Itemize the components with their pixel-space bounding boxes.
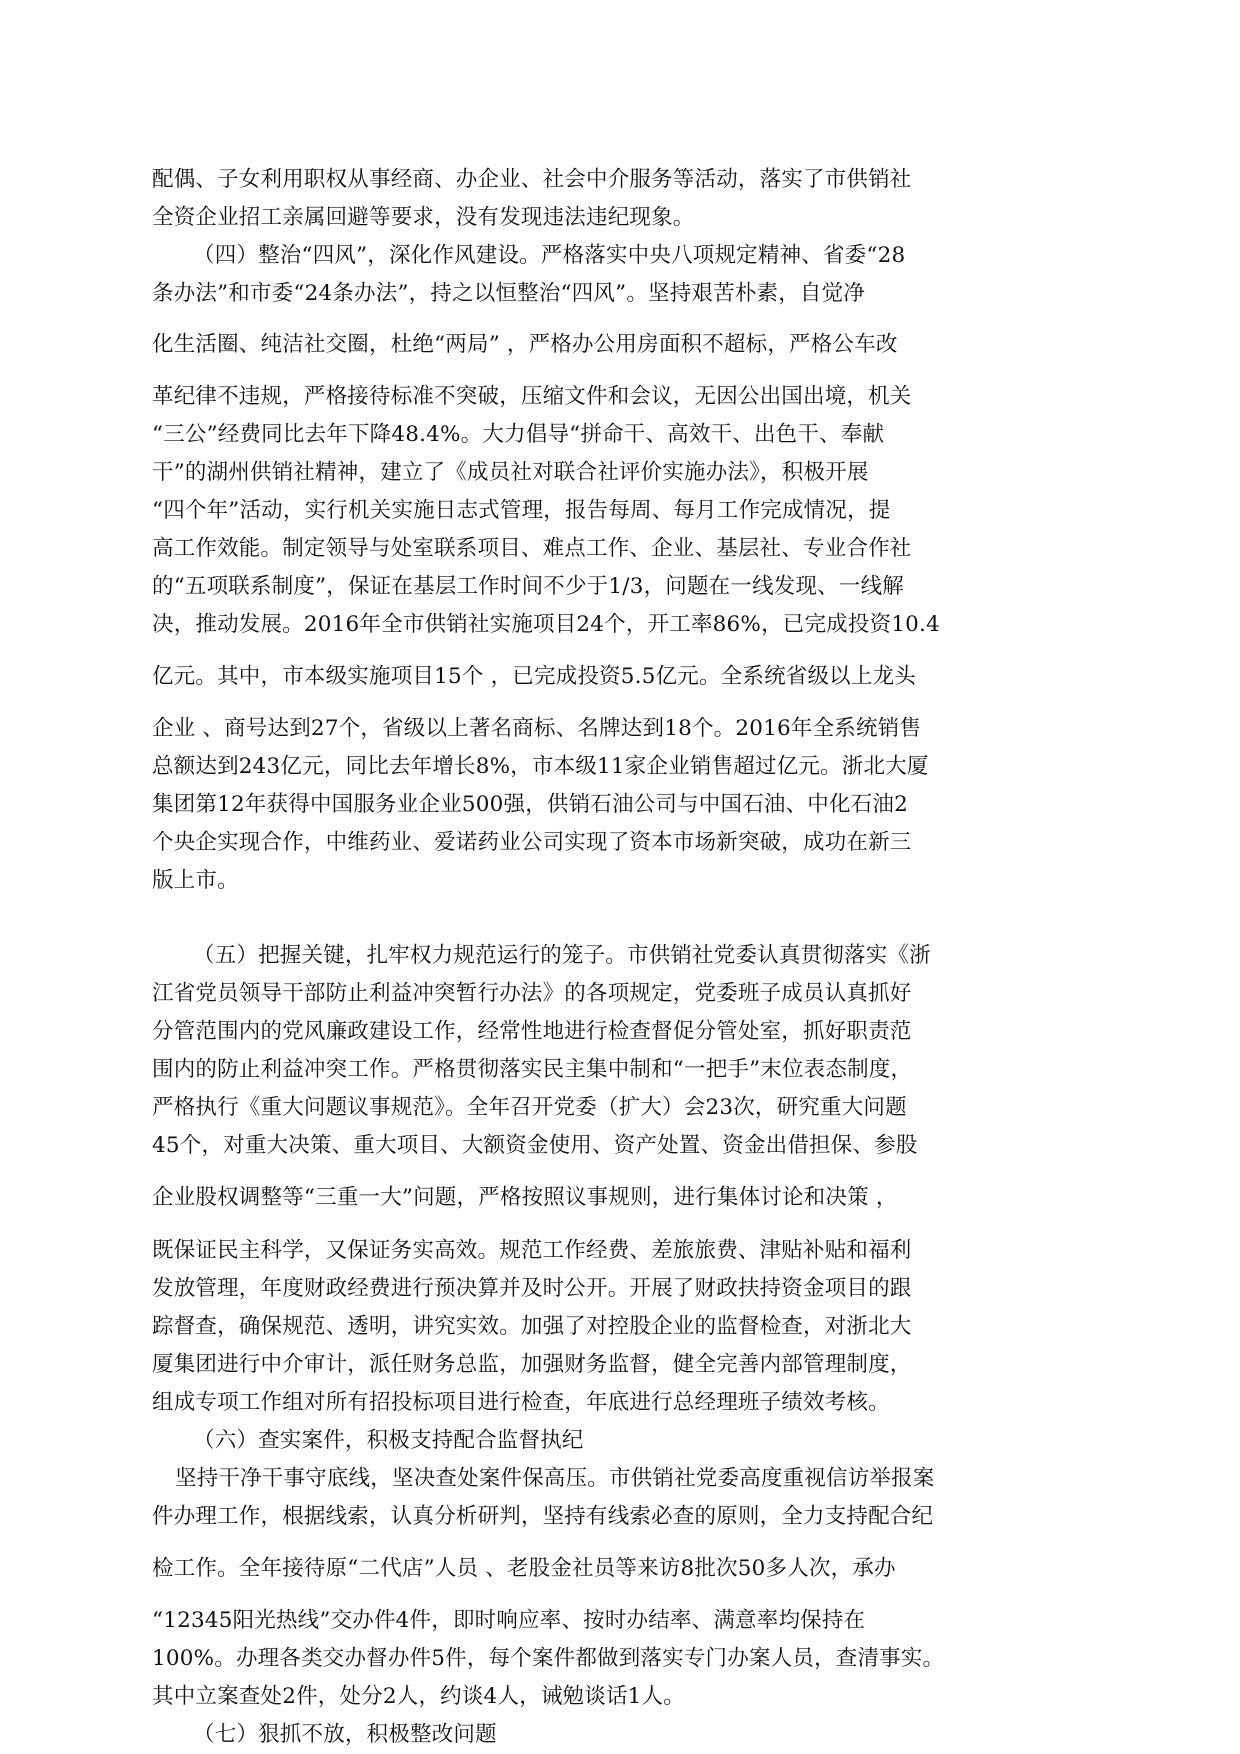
text-line: 厦集团进行中介审计，派任财务总监，加强财务监督，健全完善内部管理制度， xyxy=(152,1352,912,1377)
text-line: 严格执行《重大问题议事规范》。全年召开党委（扩大）会23次，研究重大问题 xyxy=(152,1095,907,1120)
text-line: 决，推动发展。2016年全市供销社实施项目24个，开工率86%，已完成投资10.4 xyxy=(152,612,940,637)
text-line: 发放管理，年度财政经费进行预决算并及时公开。开展了财政扶持资金项目的跟 xyxy=(152,1276,912,1301)
text-line: 检工作。全年接待原“二代店”人员 、老股金社员等来访8批次50多人次，承办 xyxy=(152,1556,896,1581)
text-line: 全资企业招工亲属回避等要求，没有发现违法违纪现象。 xyxy=(152,205,695,230)
text-line: 企业 、商号达到27个，省级以上著名商标、名牌达到18个。2016年全系统销售 xyxy=(152,716,922,741)
text-line: 干”的湖州供销社精神，建立了《成员社对联合社评价实施办法》，积极开展 xyxy=(152,460,869,485)
text-line: 总额达到243亿元，同比去年增长8%，市本级11家企业销售超过亿元。浙北大厦 xyxy=(152,754,929,779)
text-line: “三公”经费同比去年下降48.4%。大力倡导“拼命干、高效干、出色干、奉献 xyxy=(152,422,885,447)
text-line: 件办理工作，根据线索，认真分析研判，坚持有线索必查的原则，全力支持配合纪 xyxy=(152,1504,934,1529)
text-line: 亿元。其中，市本级实施项目15个 ，已完成投资5.5亿元。全系统省级以上龙头 xyxy=(152,664,916,689)
text-line: （四）整治“四风”，深化作风建设。严格落实中央八项规定精神、省委“28 xyxy=(193,243,906,268)
text-line: 化生活圈、纯洁社交圈，杜绝“两局” ，严格办公用房面积不超标，严格公车改 xyxy=(152,332,898,357)
text-line: （七）狠抓不放，积极整改问题 xyxy=(193,1722,497,1747)
text-line: 100%。办理各类交办督办件5件，每个案件都做到落实专门办案人员，查清事实。 xyxy=(152,1646,945,1671)
text-line: 45个，对重大决策、重大项目、大额资金使用、资产处置、资金出借担保、参股 xyxy=(152,1133,918,1158)
text-line: 踪督查，确保规范、透明，讲究实效。加强了对控股企业的监督检查，对浙北大 xyxy=(152,1314,912,1339)
text-line: 既保证民主科学，又保证务实高效。规范工作经费、差旅旅费、津贴补贴和福利 xyxy=(152,1238,912,1263)
text-line: 的“五项联系制度”，保证在基层工作时间不少于1/3，问题在一线发现、一线解 xyxy=(152,574,904,599)
text-line: 版上市。 xyxy=(152,868,239,893)
text-line: 坚持干净干事守底线，坚决查处案件保高压。市供销社党委高度重视信访举报案 xyxy=(175,1466,935,1491)
text-line: 分管范围内的党风廉政建设工作，经常性地进行检查督促分管处室，抓好职责范 xyxy=(152,1019,912,1044)
text-line: 江省党员领导干部防止利益冲突暂行办法》的各项规定，党委班子成员认真抓好 xyxy=(152,981,912,1006)
text-line: 集团第12年获得中国服务业企业500强，供销石油公司与中国石油、中化石油2 xyxy=(152,792,908,817)
text-line: “12345阳光热线”交办件4件，即时响应率、按时办结率、满意率均保持在 xyxy=(152,1608,866,1633)
text-line: 其中立案查处2件，处分2人，约谈4人，诫勉谈话1人。 xyxy=(152,1684,685,1709)
text-line: 围内的防止利益冲突工作。严格贯彻落实民主集中制和“一把手”末位表态制度， xyxy=(152,1057,913,1082)
text-line: 企业股权调整等“三重一大”问题，严格按照议事规则，进行集体讨论和决策 ， xyxy=(152,1185,898,1210)
text-line: 高工作效能。制定领导与处室联系项目、难点工作、企业、基层社、专业合作社 xyxy=(152,536,912,561)
text-line: 组成专项工作组对所有招投标项目进行检查，年底进行总经理班子绩效考核。 xyxy=(152,1390,890,1415)
text-line: （六）查实案件，积极支持配合监督执纪 xyxy=(193,1428,584,1453)
text-line: “四个年”活动，实行机关实施日志式管理，报告每周、每月工作完成情况，提 xyxy=(152,498,891,523)
text-line: 革纪律不违规，严格接待标准不突破，压缩文件和会议，无因公出国出境，机关 xyxy=(152,384,912,409)
text-line: 个央企实现合作，中维药业、爱诺药业公司实现了资本市场新突破，成功在新三 xyxy=(152,830,912,855)
text-line: （五）把握关键，扎牢权力规范运行的笼子。市供销社党委认真贯彻落实《浙 xyxy=(193,943,931,968)
text-line: 配偶、子女利用职权从事经商、办企业、社会中介服务等活动，落实了市供销社 xyxy=(152,167,912,192)
text-line: 条办法”和市委“24条办法”，持之以恒整治“四风”。坚持艰苦朴素，自觉净 xyxy=(152,281,866,306)
